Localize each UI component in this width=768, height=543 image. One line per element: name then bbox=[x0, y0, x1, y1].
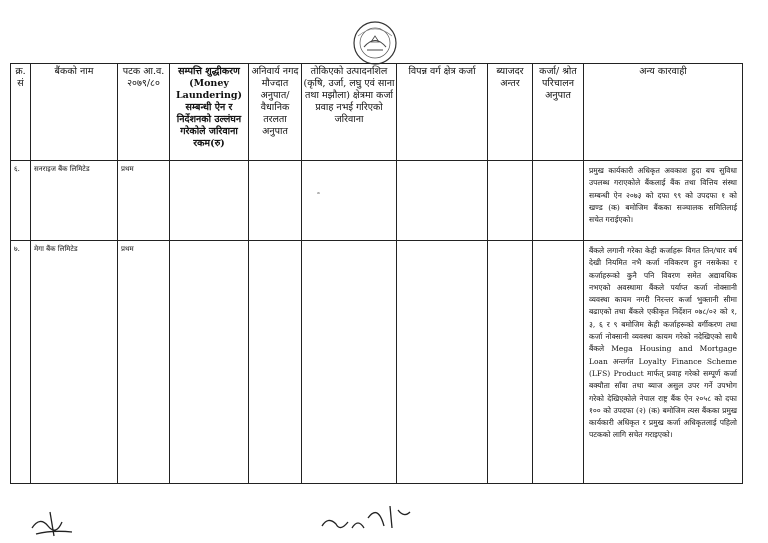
row-sn: ७. bbox=[11, 241, 31, 484]
row-times: प्रथम bbox=[118, 241, 170, 484]
row-empty bbox=[397, 161, 488, 241]
central-bank-seal-logo bbox=[352, 20, 398, 66]
row-empty bbox=[249, 161, 302, 241]
col-crr-slr: अनिवार्य नगद मौज्दात अनुपात/ वैधानिक तरलता अनुपात bbox=[249, 64, 302, 161]
row-empty bbox=[488, 161, 533, 241]
row-times: प्रथम bbox=[118, 161, 170, 241]
row-empty bbox=[249, 241, 302, 484]
col-bank-name: बैंकको नाम bbox=[31, 64, 118, 161]
table-row bbox=[11, 161, 743, 241]
row-empty bbox=[488, 241, 533, 484]
row-bank: मेगा बैंक लिमिटेड bbox=[31, 241, 118, 484]
row-empty bbox=[302, 161, 397, 241]
col-interest-spread: ब्याजदर अन्तर bbox=[488, 64, 533, 161]
table-header-row bbox=[11, 64, 743, 161]
row-bank: सनराइज बैंक लिमिटेड bbox=[31, 161, 118, 241]
signature-left bbox=[28, 508, 80, 540]
col-deprived-sector: विपन्न वर्ग क्षेत्र कर्जा bbox=[397, 64, 488, 161]
row-empty bbox=[170, 241, 249, 484]
row-empty bbox=[533, 241, 584, 484]
row-remarks: बैंकले लगानी गरेका केही कर्जाहरू विगत तिन/चार वर्ष देखी नियमित नभै कर्जा नविकरण हुन नसकेका र कर्जाहरूको कुनै पनि विवरण समेत अद्यावधिक नभएको अवस्थामा बैंकले पर्याप्त कर्जा नोक्सानी व्यवस्था कायम नगरी निरन्तर कर्जा भुक्तानी सीमा बढाएको तथा बैंकले एकीकृत निर्देशन ०७८/०२ को १, ३, ६ र ९ बमोजिम केही कर्जाहरूको वर्गीकरण तथा कर्जा नोक्सानी व्यवस्था कायम गरेको नदेखिएको साथै बैंकले Mega Housing and Mortgage Loan अन्तर्गत Loyalty Finance Scheme (LFS) Product मार्फत् प्रवाह गरेको सम्पूर्ण कर्जा बक्यौता साँवा तथा ब्याज असुल उपर गर्ने उपभोग गरेको देखिएकोले नेपाल राष्ट्र बैंक ऐन २०५८ को दफा १०० को उपदफा (२) (क) बमोजिम त्यस बैंकका प्रमुख कार्यकारी अधिकृत र प्रमुख कर्जा अधिकृतलाई पहिलो पटकको लागि सचेत गराइएको। bbox=[584, 241, 743, 484]
penalty-table bbox=[10, 63, 743, 484]
col-productive-sector: तोकिएको उत्पादनशिल (कृषि, उर्जा, लघु एवं साना तथा मझौला) क्षेत्रमा कर्जा प्रवाह नभई गरिएको जरिवाना bbox=[302, 64, 397, 161]
row-sn: ६. bbox=[11, 161, 31, 241]
row-remarks: प्रमुख कार्यकारी अधिकृत अवकाश हुदा बच सुविधा उपलब्ध गराएकोले बैंकलाई बैंक तथा वित्तिय संस्था सम्बन्धी ऐन २०७३ को दफा ९९ को उपदफा १ को खण्ड (क) बमोजिम बैंकका सञ्चालक समितिलाई सचेत गराईएको। bbox=[584, 161, 743, 241]
col-money-laundering: सम्पत्ति शुद्धीकरण (Money Laundering) सम्बन्धी ऐन र निर्देशनको उल्लंघन गरेकोले जरिवाना रकम(रु) bbox=[170, 64, 249, 161]
col-sn: क्र. सं bbox=[11, 64, 31, 161]
row-empty bbox=[397, 241, 488, 484]
row-empty bbox=[170, 161, 249, 241]
row-empty bbox=[533, 161, 584, 241]
col-cd-ratio: कर्जा/ श्रोत परिचालन अनुपात bbox=[533, 64, 584, 161]
table-row bbox=[11, 241, 743, 484]
col-other-action: अन्य कारवाही bbox=[584, 64, 743, 161]
col-times: पटक आ.व. २०७९/८० bbox=[118, 64, 170, 161]
stray-mark: ॰ bbox=[317, 190, 320, 198]
signature-center bbox=[318, 498, 414, 540]
row-empty bbox=[302, 241, 397, 484]
